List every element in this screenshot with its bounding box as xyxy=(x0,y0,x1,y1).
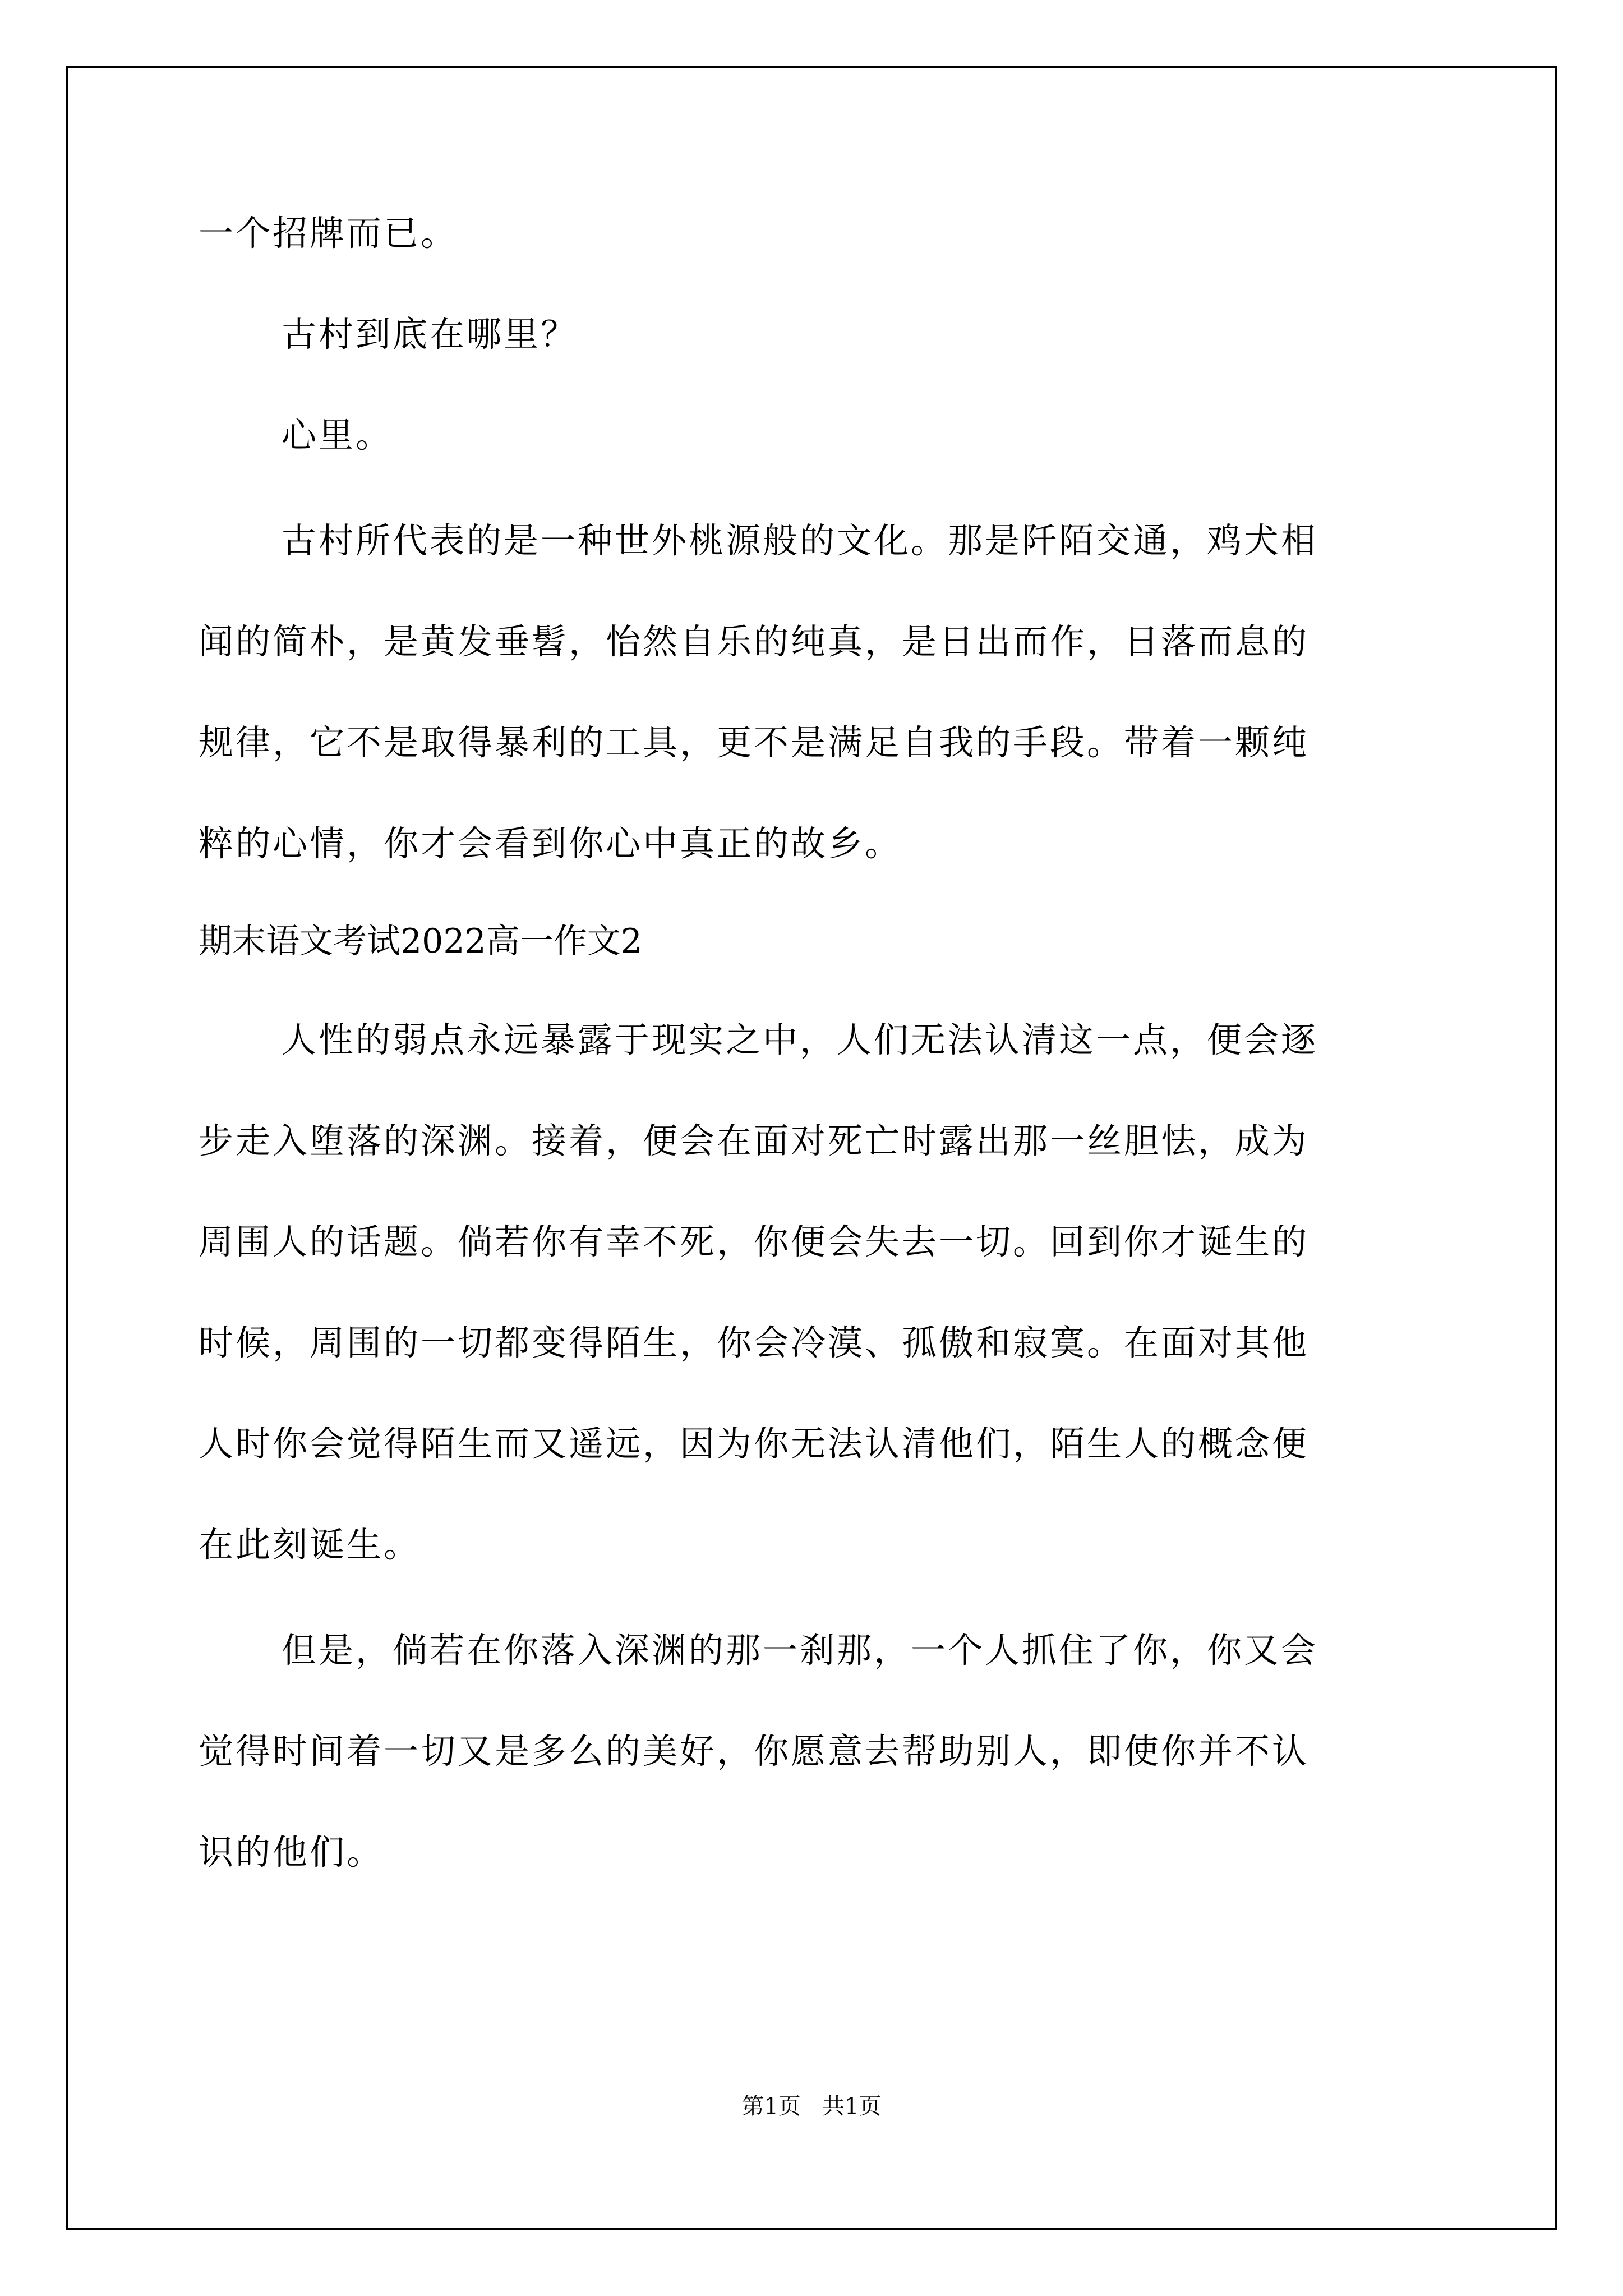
text-line: 步走入堕落的深渊。接着，便会在面对死亡时露出那一丝胆怯，成为 xyxy=(199,1120,1310,1161)
text-line: 古村所代表的是一种世外桃源般的文化。那是阡陌交通，鸡犬相 xyxy=(282,520,1318,561)
page-number: 第1页 共1页 xyxy=(741,2093,882,2119)
text-line: 古村到底在哪里？ xyxy=(282,314,578,355)
text-line: 规律，它不是取得暴利的工具，更不是满足自我的手段。带着一颗纯 xyxy=(199,722,1310,763)
text-line: 周围人的话题。倘若你有幸不死，你便会失去一切。回到你才诞生的 xyxy=(199,1221,1310,1262)
text-line: 粹的心情，你才会看到你心中真正的故乡。 xyxy=(199,823,902,864)
section-heading: 期末语文考试2022高一作文2 xyxy=(199,922,642,961)
text-line: 人时你会觉得陌生而又遥远，因为你无法认清他们，陌生人的概念便 xyxy=(199,1423,1310,1464)
text-line: 心里。 xyxy=(282,415,393,455)
text-line: 觉得时间着一切又是多么的美好，你愿意去帮助别人，即使你并不认 xyxy=(199,1731,1310,1772)
text-line: 在此刻诞生。 xyxy=(199,1524,421,1565)
text-line: 闻的简朴，是黄发垂髫，怡然自乐的纯真，是日出而作，日落而息的 xyxy=(199,621,1310,662)
text-line: 时候，周围的一切都变得陌生，你会冷漠、孤傲和寂寞。在面对其他 xyxy=(199,1322,1310,1363)
text-line: 识的他们。 xyxy=(199,1832,384,1872)
text-line: 人性的弱点永远暴露于现实之中，人们无法认清这一点，便会逐 xyxy=(282,1019,1318,1060)
text-line: 但是，倘若在你落入深渊的那一刹那，一个人抓住了你，你又会 xyxy=(282,1630,1318,1671)
text-line: 一个招牌而已。 xyxy=(199,213,458,254)
